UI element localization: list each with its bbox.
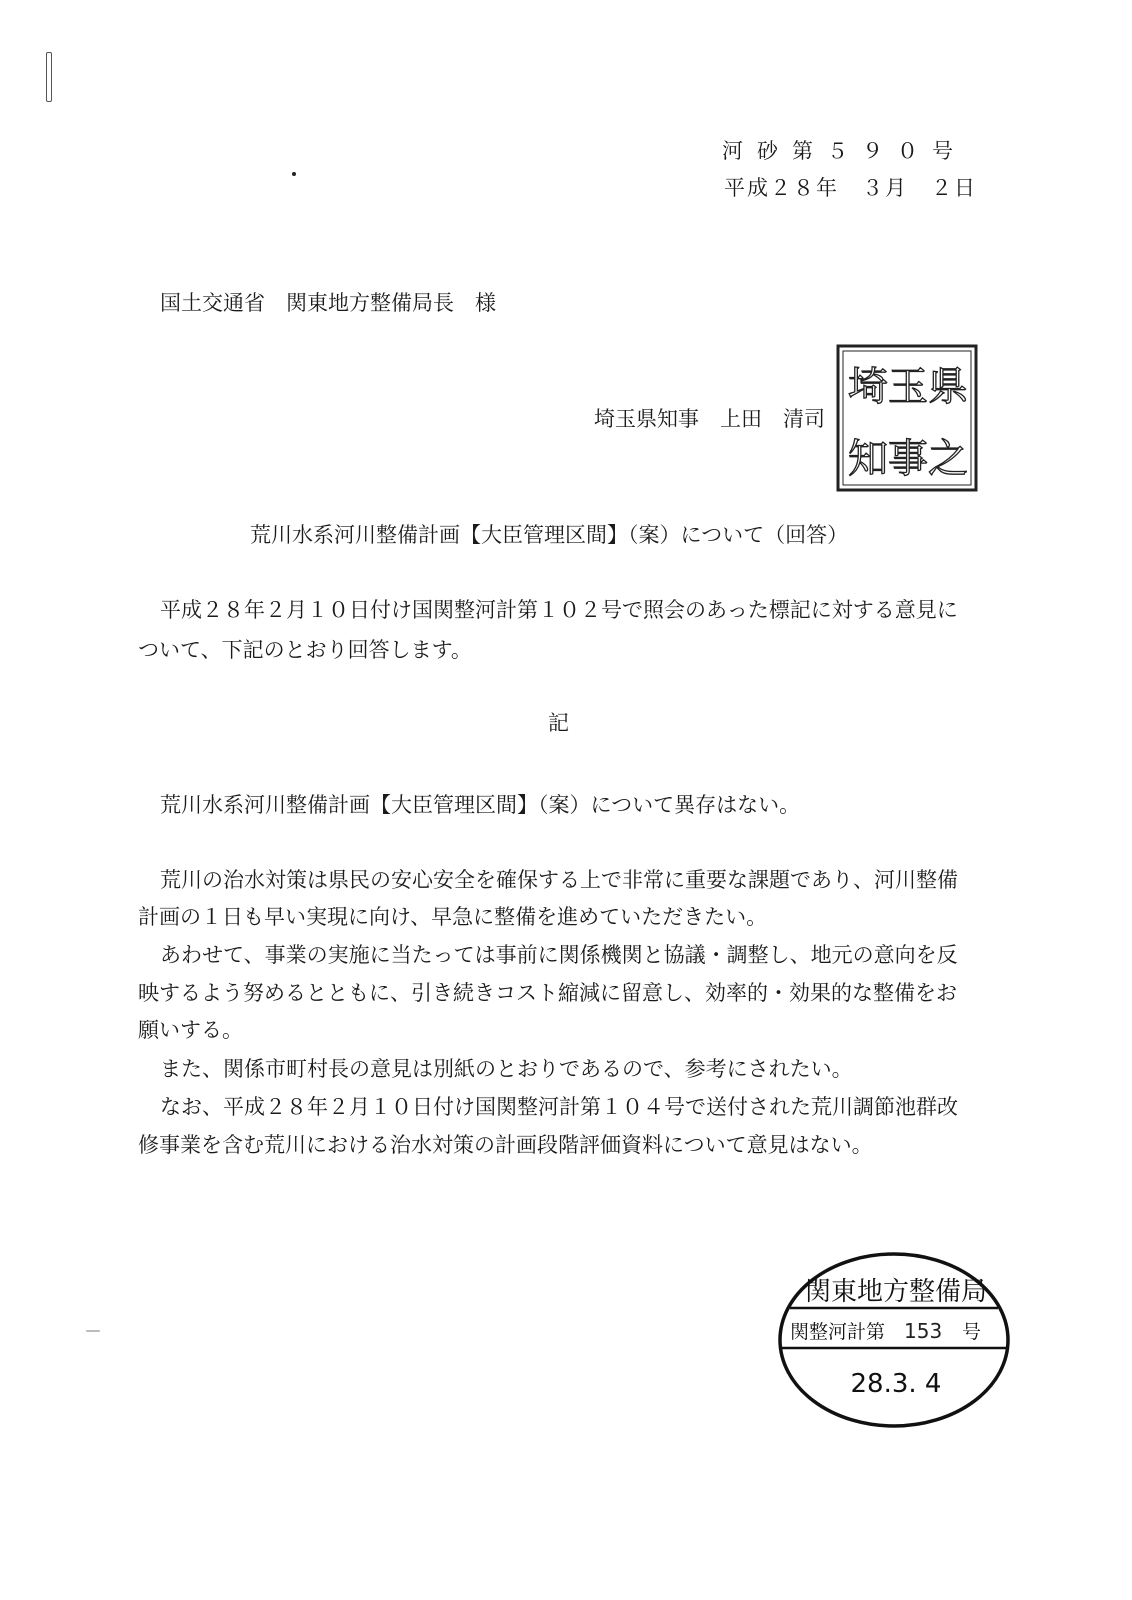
- body-paragraph-5-line-1: なお、平成２８年２月１０日付け国関整河計第１０４号で送付された荒川調節池群改: [160, 1095, 958, 1119]
- binding-mark: [46, 52, 52, 102]
- seal-char: 知: [848, 436, 888, 482]
- intro-line-1: 平成２８年２月１０日付け国関整河計第１０２号で照会のあった標記に対する意見に: [160, 598, 958, 622]
- addressee: 国土交通省 関東地方整備局長 様: [160, 291, 496, 315]
- scan-speck: [292, 172, 296, 176]
- body-paragraph-5-line-2: 修事業を含む荒川における治水対策の計画段階評価資料について意見はない。: [138, 1133, 873, 1157]
- body-paragraph-2-line-1: 荒川の治水対策は県民の安心安全を確保する上で非常に重要な課題であり、河川整備: [160, 868, 958, 892]
- stamp-suffix: 号: [962, 1321, 982, 1343]
- seal-char: 玉: [888, 364, 928, 410]
- seal-char: 事: [888, 436, 928, 482]
- seal-char: 之: [928, 436, 968, 482]
- body-paragraph-3-line-3: 願いする。: [138, 1018, 243, 1042]
- body-paragraph-4: また、関係市町村長の意見は別紙のとおりであるので、参考にされたい。: [160, 1057, 853, 1081]
- stamp-date: 28.3. 4: [850, 1369, 942, 1399]
- body-paragraph-3-line-2: 映するよう努めるとともに、引き続きコスト縮減に留意し、効率的・効果的な整備をお: [138, 981, 957, 1005]
- document-title: 荒川水系河川整備計画【大臣管理区間】（案）について（回答）: [250, 523, 849, 547]
- stamp-number: 153: [904, 1319, 943, 1343]
- document-date: 平成２８年 ３月 ２日: [724, 176, 977, 200]
- scan-speck: [86, 1330, 100, 1332]
- document-number: 河砂第５９０号: [722, 139, 967, 163]
- seal-char: 県: [928, 364, 968, 410]
- ki-heading: 記: [548, 711, 569, 735]
- seal-char: 埼: [848, 364, 888, 410]
- governor-seal: [836, 344, 978, 492]
- stamp-org: 関東地方整備局: [804, 1277, 988, 1307]
- body-paragraph-3-line-1: あわせて、事業の実施に当たっては事前に関係機関と協議・調整し、地元の意向を反: [160, 943, 958, 967]
- intro-line-2: ついて、下記のとおり回答します。: [138, 638, 472, 662]
- receipt-stamp: [776, 1250, 1012, 1430]
- body-paragraph-1: 荒川水系河川整備計画【大臣管理区間】（案）について異存はない。: [160, 793, 801, 817]
- sender: 埼玉県知事 上田 清司: [594, 407, 825, 431]
- body-paragraph-2-line-2: 計画の１日も早い実現に向け、早急に整備を進めていただきたい。: [138, 905, 768, 929]
- stamp-prefix: 関整河計第: [790, 1321, 886, 1343]
